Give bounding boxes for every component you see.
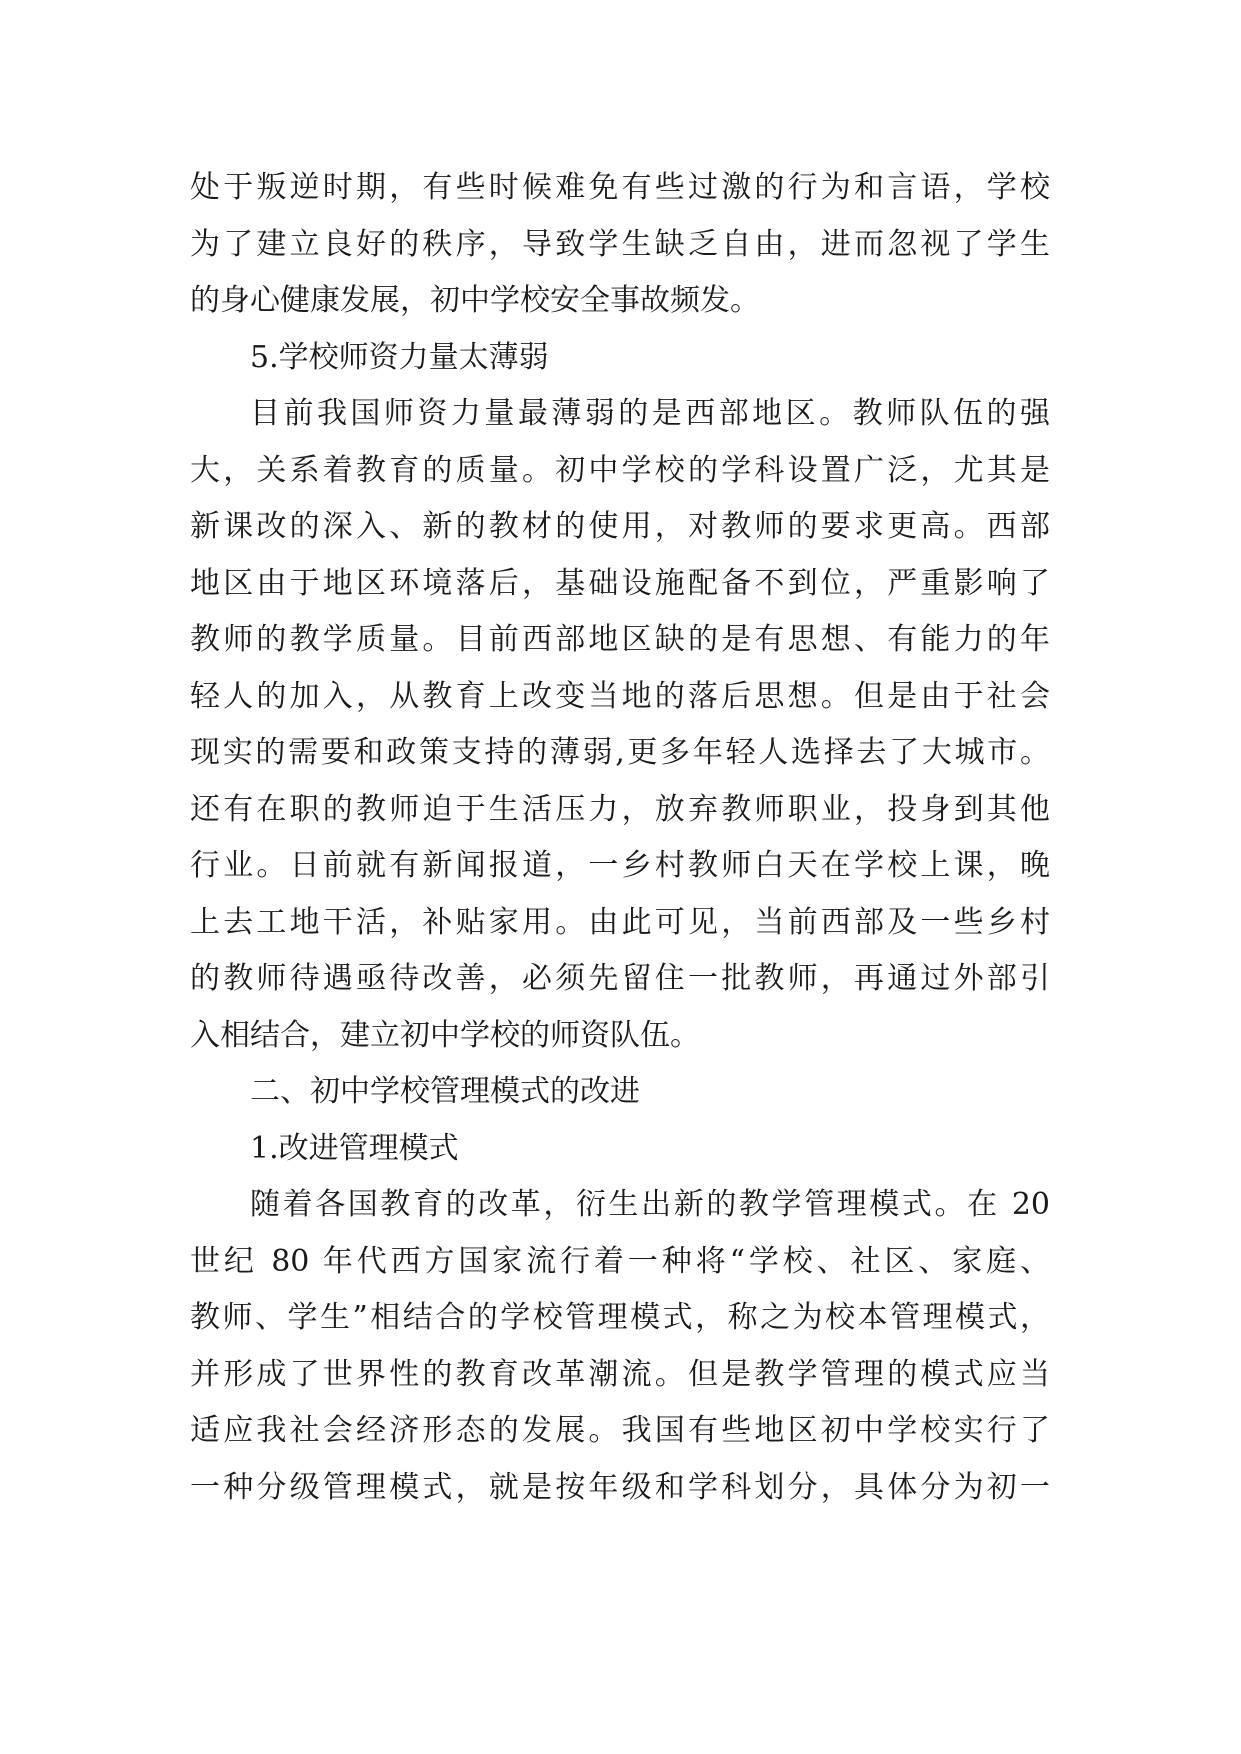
- text-line: 上去工地干活，补贴家用。由此可见，当前西部及一些乡村: [190, 904, 1050, 940]
- paragraph-teacher-strength: [190, 386, 1050, 1064]
- subheading-improve-model: [190, 1121, 1050, 1178]
- text-line: 为了建立良好的秩序，导致学生缺乏自由，进而忽视了学生: [190, 226, 1050, 262]
- heading-text: 5.学校师资力量太薄弱: [250, 339, 549, 375]
- text-line: 适应我社会经济形态的发展。我国有些地区初中学校实行了: [190, 1413, 1050, 1448]
- section-heading-management-improvement: [190, 1064, 1050, 1121]
- text-line: 随着各国教育的改革，衍生出新的教学管理模式。在 20: [250, 1187, 1050, 1222]
- document-body: [190, 160, 1050, 1516]
- text-line: 世纪 80 年代西方国家流行着一种将“学校、社区、家庭、: [190, 1243, 1050, 1279]
- text-line: 的教师待遇亟待改善，必须先留住一批教师，再通过外部引: [190, 961, 1050, 996]
- text-line: 现实的需要和政策支持的薄弱,更多年轻人选择去了大城市。: [190, 735, 1050, 770]
- text-line: 一种分级管理模式，就是按年级和学科划分，具体分为初一: [190, 1469, 1050, 1505]
- paragraph-continuation: [190, 160, 1050, 330]
- section-heading-teacher-strength: [190, 330, 1050, 387]
- text-line: 轻人的加入，从教育上改变当地的落后思想。但是由于社会: [190, 678, 1050, 714]
- text-line: 还有在职的教师迫于生活压力，放弃教师职业，投身到其他: [190, 791, 1050, 827]
- text-line: 新课改的深入、新的教材的使用，对教师的要求更高。西部: [190, 509, 1050, 544]
- text-line: 的身心健康发展，初中学校安全事故频发。: [190, 283, 760, 318]
- text-line: 地区由于地区环境落后，基础设施配备不到位，严重影响了: [190, 565, 1050, 601]
- text-line: 大，关系着教育的质量。初中学校的学科设置广泛，尤其是: [190, 452, 1050, 488]
- text-line: 行业。日前就有新闻报道，一乡村教师白天在学校上课，晚: [190, 848, 1050, 883]
- text-line: 处于叛逆时期，有些时候难免有些过激的行为和言语，学校: [190, 170, 1050, 205]
- text-line: 并形成了世界性的教育改革潮流。但是教学管理的模式应当: [190, 1356, 1050, 1392]
- heading-text: 二、初中学校管理模式的改进: [250, 1074, 640, 1109]
- paragraph-management-models: [190, 1177, 1050, 1516]
- text-line: 入相结合，建立初中学校的师资队伍。: [190, 1017, 700, 1053]
- text-line: 目前我国师资力量最薄弱的是西部地区。教师队伍的强: [250, 396, 1050, 431]
- text-line: 教师的教学质量。目前西部地区缺的是有思想、有能力的年: [190, 622, 1050, 657]
- heading-text: 1.改进管理模式: [250, 1130, 459, 1166]
- text-line: 教师、学生”相结合的学校管理模式，称之为校本管理模式，: [190, 1300, 1050, 1335]
